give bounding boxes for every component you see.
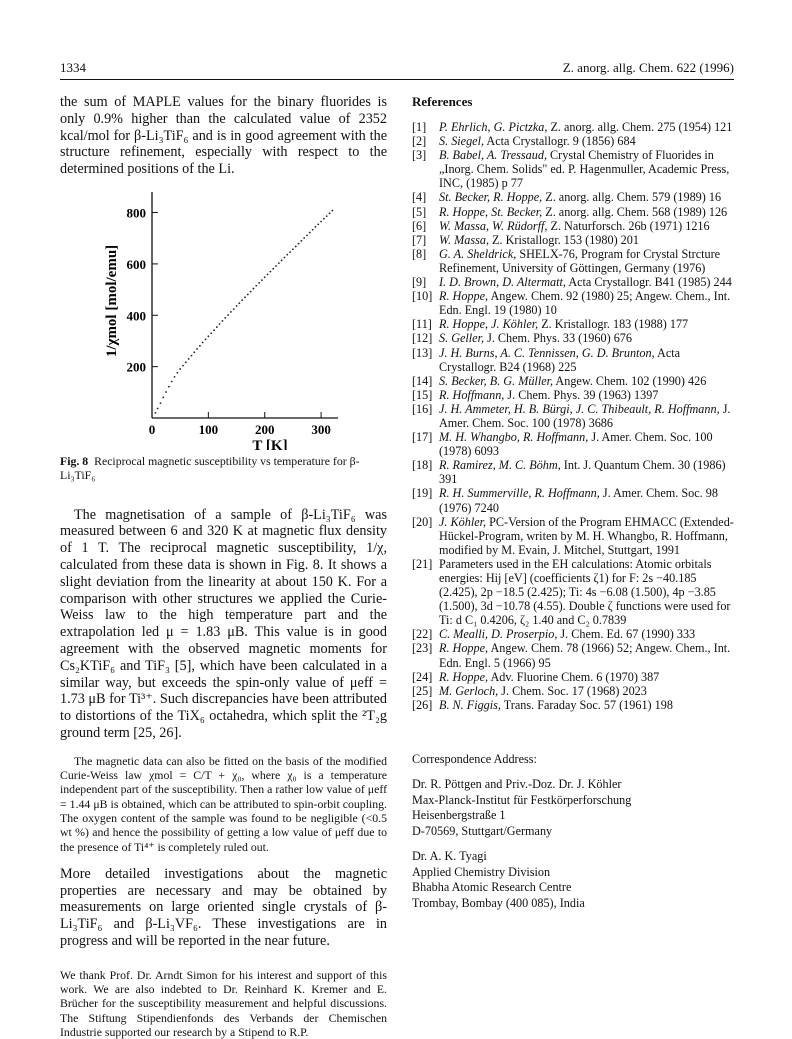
reference-item <box>412 458 734 486</box>
data-point <box>230 311 232 313</box>
reference-item <box>412 219 734 233</box>
data-point <box>320 221 322 223</box>
reference-item <box>412 374 734 388</box>
reference-authors: S. Siegel, <box>439 134 485 149</box>
reference-number: [6] <box>412 218 427 233</box>
data-point <box>207 335 209 337</box>
reference-authors: R. Hoppe, St. Becker, <box>439 204 543 219</box>
data-point <box>213 329 215 331</box>
address-line: Dr. R. Pöttgen and Priv.-Doz. Dr. J. Köhler <box>412 777 622 792</box>
data-point <box>289 251 291 253</box>
susceptibility-chart <box>60 190 387 450</box>
reference-authors: W. Massa, W. Rüdorff, <box>439 218 548 233</box>
reference-text: Parameters used in the EH calculations: Atomic orbitals energies: Hij [eV] (coefficients ζ1) for F: 2s −40.185 (2.425), 2p −18.5 (2.425); Ti: 4s −6.08 (1.500), 4p −3.85 (1.500), 3d −10.78 (4.55). Double ζ functions were used for Ti: d C₁ 0.4206, ζ₂ 1.40 and C₂ 0.7839 <box>439 556 731 628</box>
reference-number: [12] <box>412 331 433 346</box>
data-point <box>210 332 212 334</box>
data-point <box>255 285 257 287</box>
data-point <box>292 248 294 250</box>
reference-item <box>412 670 734 684</box>
reference-number: [8] <box>412 246 427 261</box>
data-point <box>196 348 198 350</box>
reference-authors: G. A. Sheldrick, <box>439 246 517 261</box>
data-point <box>244 296 246 298</box>
references-heading: References <box>412 94 473 109</box>
paragraph-outlook: More detailed investigations about the magnetic properties are necessary and may be obtained by measurements on large oriented single crystals of β-Li₃TiF₆ and β-Li₃VF₆. These investigations are in progress and will be reported in the near future. <box>60 865 387 949</box>
header-rule <box>60 79 734 80</box>
reference-authors: R. Ramirez, M. C. Böhm, <box>439 458 561 473</box>
reference-item <box>412 205 734 219</box>
reference-number: [24] <box>412 669 433 684</box>
reference-authors: J. H. Ammeter, H. B. Bürgi, J. C. Thibeault, R. Hoffmann, <box>439 401 720 416</box>
address-line: D-70569, Stuttgart/Germany <box>412 823 553 838</box>
reference-authors: C. Mealli, D. Proserpio, <box>439 627 558 642</box>
reference-number: [17] <box>412 430 433 445</box>
reference-number: [20] <box>412 514 433 529</box>
data-point <box>275 265 277 267</box>
data-point <box>241 299 243 301</box>
reference-authors: S. Geller, <box>439 331 485 346</box>
reference-text: J. Chem. Phys. 39 (1963) 1397 <box>504 387 659 402</box>
data-point <box>258 282 260 284</box>
data-point <box>157 408 159 410</box>
reference-text: Z. anorg. allg. Chem. 579 (1989) 16 <box>542 190 722 205</box>
data-point <box>278 262 280 264</box>
reference-text: Acta Crystallogr. B41 (1985) 244 <box>565 275 732 290</box>
reference-authors: B. N. Figgis, <box>439 697 501 712</box>
data-point <box>171 381 173 383</box>
reference-text: J. Chem. Ed. 67 (1990) 333 <box>557 627 696 642</box>
reference-text: Crystal Chemistry of Fluorides in „Inorg. Chem. Solids" ed. P. Hagenmuller, Academic Press, INC, (1985) p 77 <box>439 148 730 191</box>
reference-authors: P. Ehrlich, G. Pictzka, <box>439 120 548 134</box>
reference-authors: R. Hoppe, <box>439 289 489 304</box>
address-block-1 <box>412 777 734 839</box>
data-point <box>233 308 235 310</box>
reference-number: [1] <box>412 120 427 134</box>
address-line: Applied Chemistry Division <box>412 864 551 879</box>
data-point <box>162 397 164 399</box>
figure-caption <box>60 454 387 483</box>
reference-item <box>412 120 734 134</box>
reference-authors: S. Becker, B. G. Müller, <box>439 373 554 388</box>
address-line: Bhabha Atomic Research Centre <box>412 880 572 895</box>
reference-number: [3] <box>412 148 427 163</box>
paragraph-magnetisation: The magnetisation of a sample of β-Li₃TiF₆ was measured between 6 and 320 K at magnetic flux density of 1 T. The reciprocal magnetic susceptibility, 1/χ, calculated from these data is shown in Fig. 8. It shows a slight deviation from the linearity at about 150 K. For a comparison with other structures we applied the Curie-Weiss law to the high temperature part and the extrapolation led μ = 1.83 μB. This value is in good agreement with the observed magnetic moments for Cs₂KTiF₆ and TiF₃ [5], which have been calculated in a similar way, but exceeds the spin-only value of μeff = 1.73 μB for Ti³⁺. Such discrepancies have been attributed to distortions of the TiX₆ octahedra, which split the ²T₂g ground term [25, 26]. <box>60 506 387 741</box>
data-point <box>219 323 221 325</box>
data-point <box>193 351 195 353</box>
correspondence-title: Correspondence Address: <box>412 751 537 766</box>
reference-text: Int. J. Quantum Chem. 30 (1986) 391 <box>439 458 726 487</box>
data-point <box>216 326 218 328</box>
data-point <box>174 376 176 378</box>
reference-text: Acta Crystallogr. B24 (1968) 225 <box>439 345 681 374</box>
data-point <box>295 246 297 248</box>
reference-item <box>412 486 734 514</box>
paragraph-curie-weiss: The magnetic data can also be fitted on the basis of the modified Curie-Weiss law χmol = C/T + χ₀, where χ₀ is a temperature independent part of the susceptibility. Then a rather low value of μeff = 1.44 μB is obtained, which can be attributed to spin-orbit coupling. The oxygen content of the sample was found to be negligible (<0.5 wt %) and hence the possibility of getting a low value of μeff due to the presence of Ti⁴⁺ is completely ruled out. <box>60 753 387 854</box>
reference-text: J. Chem. Soc. 17 (1968) 2023 <box>498 683 647 698</box>
reference-item <box>412 388 734 402</box>
data-point <box>326 215 328 217</box>
reference-number: [26] <box>412 697 433 712</box>
reference-text: Angew. Chem. 78 (1966) 52; Angew. Chem., Int. Edn. Engl. 5 (1966) 95 <box>439 641 731 670</box>
reference-item <box>412 317 734 331</box>
reference-item <box>412 331 734 345</box>
reference-text: PC-Version of the Program EHMACC (Extended-Hückel-Program, writen by M. H. Whangbo, R. Hoffmann, modified by M. Evain, J. Mitchel, Stuttgart, 1991 <box>439 514 734 557</box>
paragraph-maple: the sum of MAPLE values for the binary fluorides is only 0.9% higher than the calculated value of 2352 kcal/mol for β-Li₃TiF₆ and is in good agreement with the structure refinement, especially with respect to the determined positions of the Li. <box>60 94 387 178</box>
reference-text: J. Amer. Chem. Soc. 100 (1978) 6093 <box>439 430 713 459</box>
reference-item <box>412 641 734 669</box>
reference-number: [2] <box>412 134 427 149</box>
data-point <box>236 305 238 307</box>
address-block-2 <box>412 849 734 911</box>
data-point <box>300 240 302 242</box>
figure-8 <box>60 190 387 450</box>
data-point <box>331 210 333 212</box>
data-point <box>238 302 240 304</box>
reference-authors: J. H. Burns, A. C. Tennissen, G. D. Brunton, <box>439 345 655 360</box>
data-point <box>168 386 170 388</box>
data-point <box>315 226 317 228</box>
reference-item <box>412 190 734 204</box>
data-point <box>199 345 201 347</box>
reference-number: [14] <box>412 373 433 388</box>
reference-number: [11] <box>412 317 432 332</box>
reference-authors: J. Köhler, <box>439 514 487 529</box>
data-point <box>227 314 229 316</box>
y-axis-label: 1/χmol [mol/emu] <box>104 244 120 358</box>
data-point <box>205 338 207 340</box>
reference-authors: St. Becker, R. Hoppe, <box>439 190 543 205</box>
reference-authors: I. D. Brown, D. Altermatt, <box>439 275 566 290</box>
reference-number: [13] <box>412 345 433 360</box>
reference-number: [16] <box>412 401 433 416</box>
y-tick-label: 800 <box>126 205 146 221</box>
data-point <box>303 237 305 239</box>
reference-text: Trans. Faraday Soc. 57 (1961) 198 <box>500 697 673 712</box>
reference-item <box>412 684 734 698</box>
data-point <box>182 365 184 367</box>
data-point <box>191 355 193 357</box>
reference-item <box>412 289 734 317</box>
reference-text: SHELX-76, Program for Crystal Strcture Refinement, University of Göttingen, Germany (1976) <box>439 246 721 275</box>
acknowledgements: We thank Prof. Dr. Arndt Simon for his interest and support of this work. We are also indebted to Dr. Reinhard K. Kremer and E. Brücher for the susceptibility measurement and helpful discussions. The Stiftung Stipendienfonds des Verbands der Chemischen Industrie supported our research by a Stipend to R.P. <box>60 967 387 1039</box>
reference-authors: W. Massa, <box>439 232 489 247</box>
correspondence-address <box>412 752 734 912</box>
running-header <box>60 60 734 76</box>
reference-number: [25] <box>412 683 433 698</box>
journal-citation: Z. anorg. allg. Chem. 622 (1996) <box>562 60 734 75</box>
y-tick-label: 400 <box>126 308 146 324</box>
data-point <box>298 243 300 245</box>
reference-number: [23] <box>412 641 433 656</box>
data-point <box>269 271 271 273</box>
data-point <box>306 234 308 236</box>
data-point <box>253 288 255 290</box>
address-line: Trombay, Bombay (400 085), India <box>412 895 585 910</box>
data-point <box>281 259 283 261</box>
data-point <box>224 317 226 319</box>
reference-authors: M. Gerloch, <box>439 683 499 698</box>
reference-number: [18] <box>412 458 433 473</box>
left-column <box>60 94 387 1039</box>
data-point <box>222 320 224 322</box>
reference-authors: M. H. Whangbo, R. Hoffmann, <box>439 430 589 445</box>
data-point <box>312 229 314 231</box>
reference-authors: B. Babel, A. Tressaud, <box>439 148 547 163</box>
reference-text: Adv. Fluorine Chem. 6 (1970) 387 <box>488 669 660 684</box>
reference-item <box>412 627 734 641</box>
data-point <box>179 368 181 370</box>
reference-authors: R. Hoppe, J. Köhler, <box>439 317 539 332</box>
x-axis-label: T [K] <box>252 437 288 450</box>
data-point <box>284 257 286 259</box>
data-point <box>286 254 288 256</box>
reference-text: J. Amer. Chem. Soc. 100 (1978) 3686 <box>439 401 731 430</box>
y-tick-label: 600 <box>126 256 146 272</box>
x-tick-label: 200 <box>254 421 275 437</box>
data-point <box>309 232 311 234</box>
address-line: Heisenbergstraße 1 <box>412 808 506 823</box>
address-line: Max-Planck-Institut für Festkörperforschung <box>412 792 632 807</box>
data-point <box>176 372 178 374</box>
data-point <box>165 391 167 393</box>
reference-number: [9] <box>412 275 427 290</box>
reference-text: J. Chem. Phys. 33 (1960) 676 <box>484 331 632 346</box>
reference-number: [21] <box>412 556 433 571</box>
reference-text: Z. Naturforsch. 26b (1971) 1216 <box>547 218 710 233</box>
data-point <box>261 279 263 281</box>
data-point <box>247 294 249 296</box>
reference-item <box>412 275 734 289</box>
reference-item <box>412 148 734 190</box>
reference-item <box>412 346 734 374</box>
reference-list <box>412 120 734 712</box>
reference-authors: R. Hoffmann, <box>439 387 505 402</box>
reference-text: J. Amer. Chem. Soc. 98 (1976) 7240 <box>439 486 718 515</box>
data-point <box>267 274 269 276</box>
reference-item <box>412 557 734 627</box>
reference-text: Z. Kristallogr. 183 (1988) 177 <box>538 317 689 332</box>
reference-authors: R. H. Summerville, R. Hoffmann, <box>439 486 600 501</box>
reference-number: [19] <box>412 486 433 501</box>
reference-text: Angew. Chem. 102 (1990) 426 <box>553 373 707 388</box>
reference-text: Z. anorg. allg. Chem. 568 (1989) 126 <box>542 204 728 219</box>
reference-item <box>412 698 734 712</box>
reference-item <box>412 402 734 430</box>
data-point <box>250 291 252 293</box>
data-point <box>154 412 156 414</box>
data-point <box>188 358 190 360</box>
reference-text: Z. Kristallogr. 153 (1980) 201 <box>489 232 639 247</box>
reference-number: [5] <box>412 204 427 219</box>
data-point <box>160 402 162 404</box>
x-tick-label: 0 <box>148 421 156 437</box>
data-point <box>329 212 331 214</box>
reference-item <box>412 430 734 458</box>
x-tick-label: 100 <box>198 421 219 437</box>
data-point <box>202 342 204 344</box>
reference-number: [10] <box>412 289 433 304</box>
reference-text: Acta Crystallogr. 9 (1856) 684 <box>484 134 636 149</box>
reference-item <box>412 515 734 557</box>
reference-item <box>412 134 734 148</box>
x-tick-label: 300 <box>311 421 331 437</box>
data-point <box>272 268 274 270</box>
y-tick-label: 200 <box>126 359 146 375</box>
reference-number: [15] <box>412 387 433 402</box>
page-number: 1334 <box>60 60 86 75</box>
reference-item <box>412 233 734 247</box>
reference-number: [7] <box>412 232 427 247</box>
reference-authors: R. Hoppe, <box>439 641 489 656</box>
reference-item <box>412 247 734 275</box>
data-point <box>185 361 187 363</box>
reference-text: Angew. Chem. 92 (1980) 25; Angew. Chem., Int. Edn. Engl. 19 (1980) 10 <box>439 289 731 318</box>
data-point <box>323 218 325 220</box>
reference-number: [4] <box>412 190 427 205</box>
figure-caption-text: Reciprocal magnetic susceptibility vs temperature for β-Li₃TiF₆ <box>60 453 360 483</box>
address-line: Dr. A. K. Tyagi <box>412 849 487 864</box>
data-point <box>317 223 319 225</box>
reference-number: [22] <box>412 627 433 642</box>
right-column <box>412 94 734 911</box>
figure-caption-label: Fig. 8 <box>60 453 89 468</box>
reference-text: Z. anorg. allg. Chem. 275 (1954) 121 <box>547 120 733 134</box>
data-point <box>264 276 266 278</box>
reference-authors: R. Hoppe, <box>439 669 489 684</box>
